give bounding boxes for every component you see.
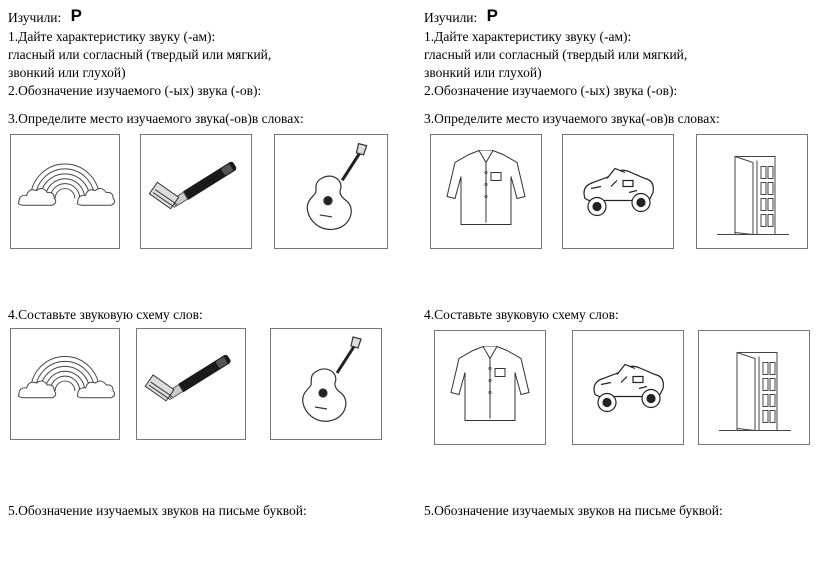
guitar-picture [274,134,388,249]
rainbow-icon [11,135,119,248]
car-picture [562,134,674,249]
guitar-icon [271,329,381,439]
door-icon [699,331,809,444]
task1-line3: звонкий или глухой) [8,65,126,80]
studied-letter: Р [70,6,82,25]
razor-picture [140,134,252,249]
rainbow-picture [10,134,120,249]
shirt-icon [431,135,541,248]
shirt-picture [430,134,542,249]
task2-text: 2.Обозначение изучаемого (-ых) звука (-ов): [8,83,262,98]
task2-text: 2.Обозначение изучаемого (-ых) звука (-ов): [424,83,678,98]
razor-icon [141,135,251,248]
rainbow-icon [11,329,119,439]
rainbow-picture-2 [10,328,120,440]
right-worksheet [420,0,816,569]
shirt-icon [435,331,545,444]
shirt-picture-2 [434,330,546,445]
car-icon [573,331,683,444]
guitar-picture-2 [270,328,382,440]
task4-text: 4.Составьте звуковую схему слов: [8,307,203,322]
razor-icon [137,329,245,439]
task4-text: 4.Составьте звуковую схему слов: [424,307,619,322]
task1-line2: гласный или согласный (твердый или мягкий, [8,47,272,62]
task1-line1: 1.Дайте характеристику звуку (-ам): [424,29,632,44]
studied-letter: Р [486,6,498,25]
razor-picture-2 [136,328,246,440]
door-picture [696,134,808,249]
guitar-icon [275,135,387,248]
door-icon [697,135,807,248]
task1-line2: гласный или согласный (твердый или мягкий, [424,47,688,62]
car-picture-2 [572,330,684,445]
task1-line1: 1.Дайте характеристику звуку (-ам): [8,29,216,44]
door-picture-2 [698,330,810,445]
left-worksheet [0,0,400,569]
task3-text: 3.Определите место изучаемого звука(-ов)в словах: [424,111,720,126]
studied-label: Изучили: [424,10,478,25]
task5-text: 5.Обозначение изучаемых звуков на письме буквой: [424,503,723,518]
task1-line3: звонкий или глухой) [424,65,542,80]
studied-line [8,8,82,27]
studied-label: Изучили: [8,10,62,25]
studied-line [424,8,498,27]
car-icon [563,135,673,248]
task3-text: 3.Определите место изучаемого звука(-ов)в словах: [8,111,304,126]
task5-text: 5.Обозначение изучаемых звуков на письме буквой: [8,503,307,518]
